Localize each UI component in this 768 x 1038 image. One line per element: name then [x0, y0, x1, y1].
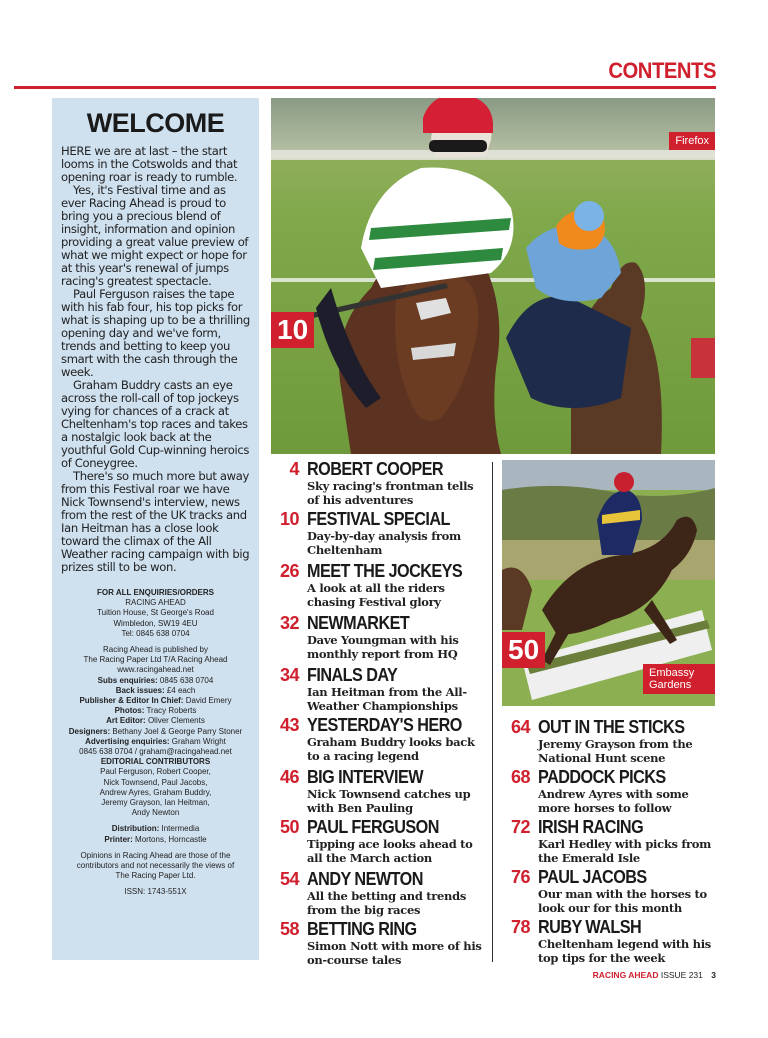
masthead-publisher: Publisher & Editor In Chief: David Emery — [79, 696, 232, 706]
masthead-disclaimer: contributors and not necessarily the views of — [76, 861, 235, 871]
contents-entry[interactable] — [510, 817, 720, 865]
masthead-printer: Printer: Mortons, Horncastle — [104, 834, 207, 844]
entry-title: OUT IN THE STICKS — [538, 717, 685, 737]
welcome-paragraph: HERE we are at last – the start looms in the Cotswolds and that opening roar is ready to rumble. — [61, 144, 238, 184]
contents-entry[interactable] — [279, 817, 489, 865]
contents-entry[interactable] — [279, 767, 489, 815]
masthead-issn: ISSN: 1743-551X — [124, 887, 187, 897]
masthead-website[interactable]: www.racingahead.net — [117, 665, 194, 675]
contents-entry[interactable] — [279, 509, 489, 557]
masthead-published: Racing Ahead is published by — [103, 645, 208, 655]
page-title: CONTENTS — [608, 58, 716, 83]
entry-title: PAUL FERGUSON — [307, 817, 439, 837]
entry-description: Tipping ace looks ahead to all the March action — [307, 837, 473, 865]
masthead-back-issues: Back issues: £4 each — [115, 685, 196, 695]
entry-description: A look at all the riders chasing Festival glory — [307, 581, 445, 609]
contents-entry[interactable] — [510, 717, 720, 765]
column-divider — [492, 462, 493, 962]
entry-description: Jeremy Grayson from the National Hunt scene — [538, 737, 693, 765]
entry-description: Karl Hedley with picks from the Emerald Isle — [538, 837, 712, 865]
entry-page-number: 26 — [279, 561, 299, 581]
masthead-disclaimer: Opinions in Racing Ahead are those of the — [80, 850, 231, 860]
welcome-paragraph: Yes, it's Festival time and as ever Racing Ahead is proud to bring you a precious blend of insight, information and opinion providing a great value preview of what we might expect or hope for at this year's renewal of jumps racing's greatest spectacle. — [61, 183, 249, 288]
page-footer — [593, 970, 716, 980]
masthead-contributors: Andrew Ayres, Graham Buddry, — [99, 787, 212, 797]
entry-page-number: 32 — [279, 613, 299, 633]
masthead-subs: Subs enquiries: 0845 638 0704 — [97, 675, 214, 685]
contents-entry[interactable] — [279, 715, 489, 763]
entry-description: All the betting and trends from the big races — [307, 889, 467, 917]
entry-page-number: 46 — [279, 767, 299, 787]
entry-title: MEET THE JOCKEYS — [307, 561, 463, 581]
page-badge: 50 — [502, 632, 545, 668]
masthead-distribution: Distribution: Intermedia — [111, 824, 200, 834]
masthead-contributors: Andy Newton — [131, 808, 180, 818]
entry-title: FESTIVAL SPECIAL — [307, 509, 450, 529]
entry-page-number: 10 — [279, 509, 299, 529]
footer-magazine: RACING AHEAD — [592, 970, 659, 980]
contents-entry[interactable] — [279, 919, 489, 967]
welcome-title: WELCOME — [86, 108, 225, 138]
entry-description: Andrew Ayres with some more horses to follow — [538, 787, 689, 815]
welcome-paragraph: Paul Ferguson raises the tape with his fab four, his top picks for what is shaping up to be a thrilling opening day and we've form, trends and betting to keep you smart with the cash through the week. — [61, 287, 250, 379]
welcome-paragraph: Graham Buddry casts an eye across the roll-call of top jockeys vying for chances of a crack at Cheltenham's top races and takes a nostalgic look back at the youthful Gold Cup-winning heroics of Coneygree. — [61, 378, 250, 470]
masthead-art-editor: Art Editor: Oliver Clements — [106, 716, 205, 726]
masthead-tel: Tel: 0845 638 0704 — [121, 628, 190, 638]
entry-title: FINALS DAY — [307, 665, 398, 685]
entry-title: RUBY WALSH — [538, 917, 642, 937]
contents-entry[interactable] — [279, 561, 489, 609]
masthead-advertising-contact: 0845 638 0704 / graham@racingahead.net — [79, 747, 232, 757]
entry-title: IRISH RACING — [538, 817, 644, 837]
secondary-race-photo — [502, 460, 715, 706]
masthead-address: Wimbledon, SW19 4EU — [113, 618, 198, 628]
entry-title: PAUL JACOBS — [538, 867, 647, 887]
entry-page-number: 50 — [279, 817, 299, 837]
header-rule — [14, 86, 716, 89]
entry-page-number: 43 — [279, 715, 299, 735]
entry-page-number: 76 — [510, 867, 530, 887]
masthead-address: Tuition House, St George's Road — [97, 608, 214, 618]
entry-title: ANDY NEWTON — [307, 869, 423, 889]
footer-issue: ISSUE 231 — [660, 970, 703, 980]
entry-page-number: 54 — [279, 869, 299, 889]
masthead-advertising: Advertising enquiries: Graham Wright — [85, 736, 226, 746]
contents-entry[interactable] — [279, 869, 489, 917]
entry-title: BIG INTERVIEW — [307, 767, 424, 787]
entry-title: PADDOCK PICKS — [538, 767, 666, 787]
masthead-company: RACING AHEAD — [125, 598, 186, 608]
entry-description: Ian Heitman from the All-Weather Championships — [307, 685, 467, 713]
entry-description: Simon Nott with more of his on-course tales — [307, 939, 482, 967]
masthead-contributors: Paul Ferguson, Robert Cooper, — [100, 767, 211, 777]
welcome-text — [61, 145, 250, 574]
photo-credit: Embassy Gardens — [643, 664, 715, 694]
entry-description: Our man with the horses to look our for this month — [538, 887, 707, 915]
entry-page-number: 68 — [510, 767, 530, 787]
masthead-enquiries-heading: FOR ALL ENQUIRIES/ORDERS — [97, 588, 214, 597]
contents-entry[interactable] — [510, 917, 720, 965]
main-race-photo — [271, 98, 715, 454]
masthead-contributors-heading: EDITORIAL CONTRIBUTORS — [100, 757, 211, 767]
masthead-published: The Racing Paper Ltd T/A Racing Ahead — [83, 655, 228, 665]
entry-title: ROBERT COOPER — [307, 459, 444, 479]
entry-page-number: 58 — [279, 919, 299, 939]
entry-title: BETTING RING — [307, 919, 417, 939]
contents-entry[interactable] — [510, 767, 720, 815]
masthead-contributors: Nick Townsend, Paul Jacobs, — [103, 777, 208, 787]
entry-description: Nick Townsend catches up with Ben Pauling — [307, 787, 471, 815]
entry-page-number: 4 — [289, 459, 299, 479]
entry-description: Cheltenham legend with his top tips for the week — [538, 937, 711, 965]
entry-page-number: 64 — [510, 717, 530, 737]
entry-page-number: 34 — [279, 665, 299, 685]
contents-entry[interactable] — [289, 459, 489, 507]
photo-credit: Firefox — [669, 132, 715, 150]
masthead-designers: Designers: Bethany Joel & George Parry Stoner — [68, 726, 243, 736]
entry-description: Sky racing's frontman tells of his adventures — [307, 479, 474, 507]
entry-description: Graham Buddry looks back to a racing legend — [307, 735, 475, 763]
entry-description: Dave Youngman with his monthly report from HQ — [307, 633, 459, 661]
entry-page-number: 78 — [510, 917, 530, 937]
masthead-photos: Photos: Tracy Roberts — [114, 706, 197, 716]
contents-entry[interactable] — [510, 867, 720, 915]
entry-title: NEWMARKET — [307, 613, 410, 633]
masthead-contributors: Jeremy Grayson, Ian Heitman, — [101, 798, 210, 808]
entry-page-number: 72 — [510, 817, 530, 837]
entry-description: Day-by-day analysis from Cheltenham — [307, 529, 461, 557]
contents-entry[interactable] — [279, 665, 489, 713]
footer-page-number: 3 — [711, 970, 716, 980]
masthead — [61, 588, 250, 898]
masthead-disclaimer: The Racing Paper Ltd. — [115, 871, 196, 881]
entry-title: YESTERDAY'S HERO — [307, 715, 462, 735]
contents-entry[interactable] — [279, 613, 489, 661]
welcome-sidebar — [52, 98, 259, 960]
page-badge: 10 — [271, 312, 314, 348]
welcome-paragraph: There's so much more but away from this Festival roar we have Nick Townsend's interview, news from the rest of the UK tracks and Ian Heitman has a close look toward the climax of the All Weather racing campaign with big prizes still to be won. — [61, 469, 250, 574]
horse-racing-photo-main — [271, 98, 715, 454]
